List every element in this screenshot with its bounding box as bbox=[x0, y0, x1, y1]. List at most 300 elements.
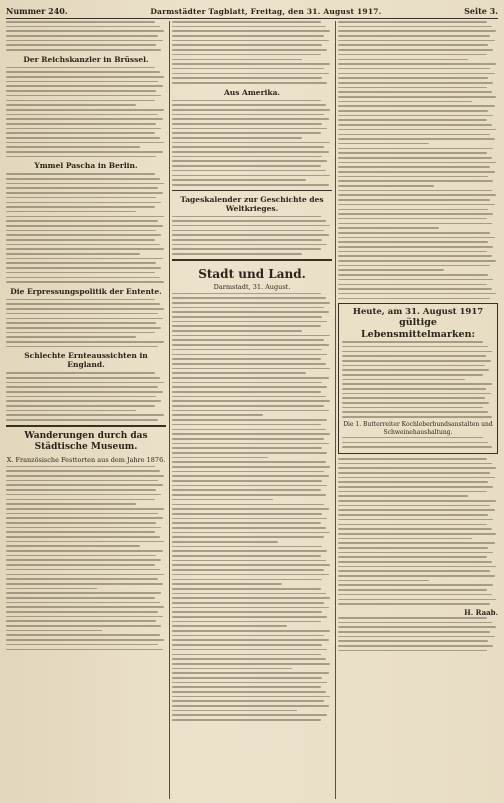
text-line bbox=[6, 396, 156, 398]
issue-number: Nummer 240. bbox=[6, 6, 68, 16]
text-line bbox=[6, 248, 164, 250]
text-line bbox=[172, 307, 324, 309]
text-line bbox=[342, 397, 485, 399]
text-line bbox=[172, 339, 324, 341]
text-line bbox=[172, 625, 287, 627]
text-line bbox=[172, 475, 329, 477]
text-line bbox=[338, 138, 495, 140]
text-line bbox=[338, 491, 487, 493]
text-line bbox=[6, 419, 158, 421]
text-line bbox=[338, 129, 496, 131]
text-line bbox=[338, 645, 493, 647]
text-line bbox=[172, 541, 278, 543]
text-line bbox=[338, 77, 488, 79]
text-line bbox=[6, 253, 140, 255]
text-line bbox=[6, 630, 102, 632]
text-line bbox=[338, 288, 492, 290]
text-line bbox=[6, 146, 140, 148]
text-line bbox=[172, 391, 321, 393]
text-line bbox=[6, 322, 156, 324]
text-line bbox=[172, 297, 326, 299]
text-line bbox=[338, 481, 488, 483]
text-line bbox=[6, 639, 164, 641]
text-line bbox=[6, 173, 155, 175]
text-line bbox=[6, 583, 163, 585]
text-line bbox=[172, 588, 321, 590]
text-line bbox=[6, 480, 158, 482]
text-line bbox=[6, 142, 164, 144]
text-line bbox=[338, 124, 492, 126]
column-rule-1 bbox=[169, 21, 170, 799]
text-line bbox=[342, 341, 483, 343]
text-line bbox=[338, 134, 490, 136]
text-line bbox=[172, 630, 330, 632]
text-line bbox=[6, 244, 160, 246]
text-line bbox=[342, 351, 492, 353]
text-line bbox=[6, 391, 163, 393]
text-line bbox=[338, 580, 429, 582]
text-line bbox=[342, 442, 488, 444]
text-line bbox=[338, 556, 487, 558]
text-line bbox=[338, 631, 490, 633]
headline-reichskanzler: Der Reichskanzler in Brüssel. bbox=[23, 54, 149, 64]
text-line bbox=[172, 532, 330, 534]
text-line bbox=[6, 206, 155, 208]
text-line bbox=[6, 377, 160, 379]
text-line bbox=[172, 400, 330, 402]
text-line bbox=[6, 132, 155, 134]
section-divider bbox=[6, 425, 166, 427]
text-line bbox=[172, 527, 326, 529]
text-line bbox=[338, 552, 493, 554]
text-line bbox=[172, 114, 324, 116]
text-line bbox=[172, 142, 330, 144]
text-line bbox=[172, 316, 322, 318]
text-line bbox=[6, 95, 161, 97]
text-line bbox=[172, 302, 330, 304]
headline-stadt-und-land: Stadt und Land. bbox=[198, 266, 306, 281]
text-line bbox=[338, 96, 496, 98]
text-line bbox=[172, 179, 306, 181]
text-line bbox=[172, 466, 330, 468]
text-line bbox=[338, 584, 493, 586]
text-line bbox=[6, 109, 164, 111]
text-line bbox=[172, 225, 330, 227]
text-line bbox=[342, 411, 488, 413]
text-line bbox=[6, 262, 156, 264]
text-line bbox=[172, 335, 330, 337]
text-line bbox=[338, 269, 444, 271]
text-line bbox=[172, 616, 327, 618]
text-line bbox=[338, 265, 490, 267]
text-line bbox=[338, 528, 492, 530]
text-line bbox=[6, 602, 160, 604]
text-line bbox=[172, 26, 326, 28]
text-line bbox=[6, 597, 155, 599]
text-line bbox=[6, 494, 161, 496]
text-line bbox=[342, 407, 483, 409]
text-line bbox=[172, 325, 321, 327]
text-line bbox=[6, 405, 155, 407]
text-line bbox=[338, 279, 493, 281]
text-line bbox=[172, 518, 327, 520]
column-3 bbox=[338, 21, 498, 799]
text-line bbox=[172, 21, 321, 23]
text-line bbox=[172, 700, 324, 702]
text-block bbox=[6, 299, 166, 347]
text-line bbox=[338, 255, 492, 257]
text-line bbox=[172, 248, 321, 250]
text-line bbox=[338, 467, 496, 469]
text-line bbox=[172, 35, 324, 37]
text-line bbox=[6, 230, 156, 232]
text-line bbox=[6, 564, 155, 566]
text-line bbox=[338, 105, 495, 107]
text-line bbox=[338, 21, 487, 23]
text-line bbox=[338, 166, 490, 168]
text-line bbox=[172, 344, 329, 346]
text-line bbox=[6, 327, 161, 329]
text-line bbox=[338, 194, 496, 196]
masthead bbox=[6, 4, 498, 19]
text-line bbox=[6, 574, 164, 576]
text-line bbox=[6, 346, 158, 348]
text-line bbox=[338, 603, 490, 605]
text-line bbox=[6, 531, 155, 533]
text-line bbox=[172, 536, 324, 538]
text-line bbox=[172, 118, 329, 120]
text-line bbox=[338, 162, 496, 164]
text-block bbox=[6, 372, 166, 420]
text-line bbox=[342, 360, 491, 362]
text-line bbox=[6, 606, 164, 608]
text-line bbox=[338, 538, 472, 540]
text-line bbox=[172, 54, 321, 56]
text-line bbox=[6, 225, 163, 227]
text-line bbox=[338, 486, 493, 488]
text-line bbox=[338, 463, 492, 465]
column-rule-2 bbox=[335, 21, 336, 799]
text-line bbox=[172, 49, 327, 51]
text-line bbox=[338, 241, 488, 243]
text-line bbox=[6, 267, 161, 269]
text-line bbox=[338, 594, 492, 596]
text-line bbox=[338, 237, 495, 239]
text-line bbox=[172, 485, 327, 487]
text-line bbox=[6, 114, 158, 116]
text-line bbox=[342, 365, 485, 367]
ration-box-footnote: Die 1. Butterreiter Kochleberbundsanstalten und Schweinehaushaltung. bbox=[343, 420, 493, 436]
text-line bbox=[6, 239, 155, 241]
headline-aus-amerika: Aus Amerika. bbox=[223, 87, 281, 97]
text-line bbox=[172, 330, 302, 332]
text-line bbox=[338, 650, 487, 652]
text-line bbox=[338, 227, 439, 229]
headline-wanderungen-museum: Wanderungen durch das Städtische Museum. bbox=[24, 430, 148, 452]
text-line bbox=[338, 40, 495, 42]
text-line bbox=[6, 308, 164, 310]
text-line bbox=[172, 146, 324, 148]
text-line bbox=[172, 593, 326, 595]
text-line bbox=[6, 281, 164, 283]
text-line bbox=[338, 82, 493, 84]
text-line bbox=[338, 566, 496, 568]
text-line bbox=[342, 355, 486, 357]
text-block bbox=[338, 458, 498, 605]
text-line bbox=[6, 137, 160, 139]
text-block bbox=[172, 21, 332, 84]
text-block bbox=[6, 67, 166, 158]
text-line bbox=[172, 443, 329, 445]
text-line bbox=[338, 110, 488, 112]
text-line bbox=[172, 607, 329, 609]
text-line bbox=[172, 293, 321, 295]
text-line bbox=[172, 546, 322, 548]
text-line bbox=[338, 185, 434, 187]
text-line bbox=[6, 372, 155, 374]
text-line bbox=[342, 402, 489, 404]
text-line bbox=[338, 561, 492, 563]
text-line bbox=[342, 379, 465, 381]
text-line bbox=[6, 400, 161, 402]
text-line bbox=[6, 26, 160, 28]
text-line bbox=[172, 677, 322, 679]
text-line bbox=[172, 44, 322, 46]
text-line bbox=[342, 346, 488, 348]
text-line bbox=[6, 336, 136, 338]
text-line bbox=[172, 358, 321, 360]
text-line bbox=[6, 85, 163, 87]
text-line bbox=[6, 21, 155, 23]
text-line bbox=[6, 192, 163, 194]
text-line bbox=[338, 232, 490, 234]
newspaper-title-date: Darmstädter Tagblatt, Freitag, den 31. August 1917. bbox=[150, 6, 382, 16]
text-line bbox=[172, 363, 326, 365]
text-line bbox=[6, 527, 161, 529]
text-line bbox=[6, 550, 163, 552]
text-line bbox=[342, 446, 492, 448]
text-line bbox=[172, 377, 329, 379]
text-line bbox=[172, 220, 326, 222]
text-line bbox=[338, 91, 492, 93]
text-line bbox=[172, 569, 324, 571]
text-block bbox=[172, 216, 332, 255]
ration-cards-box bbox=[338, 303, 498, 454]
text-line bbox=[338, 570, 490, 572]
text-line bbox=[338, 260, 496, 262]
text-line bbox=[172, 452, 327, 454]
text-line bbox=[172, 368, 330, 370]
text-line bbox=[6, 44, 156, 46]
text-line bbox=[6, 104, 136, 106]
text-line bbox=[338, 49, 493, 51]
text-line bbox=[338, 542, 495, 544]
text-line bbox=[338, 298, 490, 300]
text-line bbox=[172, 611, 322, 613]
text-line bbox=[6, 118, 163, 120]
text-line bbox=[6, 386, 158, 388]
text-line bbox=[6, 578, 158, 580]
article-signature: H. Raab. bbox=[464, 607, 498, 617]
text-line bbox=[338, 284, 487, 286]
text-line bbox=[338, 547, 488, 549]
text-line bbox=[172, 382, 322, 384]
text-line bbox=[172, 68, 324, 70]
text-line bbox=[172, 128, 327, 130]
text-line bbox=[342, 437, 483, 439]
text-line bbox=[6, 90, 156, 92]
text-line bbox=[172, 104, 326, 106]
text-line bbox=[6, 216, 164, 218]
text-line bbox=[172, 30, 330, 32]
text-line bbox=[342, 374, 483, 376]
text-line bbox=[172, 560, 326, 562]
text-line bbox=[338, 176, 488, 178]
text-line bbox=[6, 178, 160, 180]
text-line bbox=[6, 303, 160, 305]
text-line bbox=[172, 508, 329, 510]
text-line bbox=[172, 550, 327, 552]
text-line bbox=[338, 26, 492, 28]
text-block bbox=[172, 293, 332, 721]
text-line bbox=[172, 419, 327, 421]
text-line bbox=[172, 137, 302, 139]
text-line bbox=[338, 223, 492, 225]
text-line bbox=[6, 475, 164, 477]
text-line bbox=[338, 73, 495, 75]
text-line bbox=[172, 504, 324, 506]
text-line bbox=[342, 383, 492, 385]
page-number: Seite 3. bbox=[464, 6, 498, 16]
text-line bbox=[338, 500, 496, 502]
text-line bbox=[338, 87, 487, 89]
text-line bbox=[6, 71, 160, 73]
text-block bbox=[6, 21, 166, 51]
text-line bbox=[338, 152, 487, 154]
text-line bbox=[338, 143, 429, 145]
ration-box-date: Heute, am 31. August 1917 bbox=[352, 307, 484, 318]
text-line bbox=[6, 634, 160, 636]
text-line bbox=[338, 599, 496, 601]
text-line bbox=[338, 199, 490, 201]
text-line bbox=[6, 123, 156, 125]
headline-tageskalender: Tageskalender zur Geschichte des Weltkrieges. bbox=[180, 194, 324, 213]
text-line bbox=[342, 388, 486, 390]
text-line bbox=[338, 63, 496, 65]
text-line bbox=[172, 40, 329, 42]
text-line bbox=[342, 393, 491, 395]
text-line bbox=[338, 636, 495, 638]
text-line bbox=[338, 589, 487, 591]
text-line bbox=[172, 424, 321, 426]
text-line bbox=[338, 617, 487, 619]
text-line bbox=[6, 517, 163, 519]
text-line bbox=[6, 183, 164, 185]
text-line bbox=[338, 622, 492, 624]
text-line bbox=[338, 54, 487, 56]
text-line bbox=[172, 234, 329, 236]
text-line bbox=[6, 616, 163, 618]
text-line bbox=[172, 73, 329, 75]
text-line bbox=[338, 246, 493, 248]
text-line bbox=[338, 35, 490, 37]
text-line bbox=[338, 495, 468, 497]
text-line bbox=[172, 691, 326, 693]
text-line bbox=[172, 429, 326, 431]
text-line bbox=[6, 35, 158, 37]
text-line bbox=[338, 190, 492, 192]
text-block bbox=[338, 617, 498, 651]
text-line bbox=[172, 696, 330, 698]
text-line bbox=[172, 156, 322, 158]
text-line bbox=[172, 480, 322, 482]
section-divider bbox=[172, 190, 332, 191]
text-line bbox=[172, 471, 324, 473]
text-line bbox=[6, 332, 155, 334]
text-line bbox=[338, 274, 488, 276]
text-line bbox=[6, 313, 158, 315]
text-line bbox=[172, 621, 321, 623]
text-line bbox=[338, 119, 487, 121]
headline-ymmel-pascha: Ymmel Pascha in Berlin. bbox=[34, 161, 138, 171]
text-line bbox=[172, 522, 321, 524]
text-line bbox=[172, 230, 324, 232]
text-line bbox=[172, 244, 327, 246]
text-line bbox=[172, 635, 324, 637]
text-line bbox=[172, 447, 322, 449]
text-line bbox=[172, 82, 327, 84]
text-line bbox=[172, 410, 329, 412]
text-block bbox=[6, 466, 166, 650]
text-line bbox=[6, 49, 161, 51]
text-line bbox=[6, 625, 161, 627]
text-line bbox=[338, 213, 493, 215]
text-line bbox=[172, 513, 322, 515]
text-line bbox=[172, 433, 330, 435]
text-line bbox=[338, 68, 490, 70]
text-line bbox=[6, 30, 164, 32]
text-line bbox=[172, 714, 327, 716]
text-line bbox=[172, 499, 273, 501]
text-line bbox=[172, 132, 321, 134]
text-line bbox=[172, 349, 322, 351]
text-line bbox=[6, 220, 158, 222]
text-line bbox=[6, 202, 161, 204]
text-line bbox=[172, 77, 322, 79]
text-line bbox=[172, 239, 322, 241]
text-line bbox=[172, 602, 324, 604]
text-line bbox=[6, 187, 158, 189]
text-line bbox=[6, 611, 158, 613]
text-line bbox=[338, 477, 495, 479]
text-line bbox=[172, 597, 330, 599]
column-2 bbox=[172, 21, 332, 799]
text-line bbox=[172, 165, 321, 167]
headline-ernteaussichten: Schlechte Ernteaussichten in England. bbox=[24, 351, 148, 370]
text-line bbox=[6, 197, 156, 199]
text-line bbox=[172, 649, 327, 651]
text-line bbox=[172, 489, 321, 491]
column-1 bbox=[6, 21, 166, 799]
text-line bbox=[172, 555, 321, 557]
text-line bbox=[6, 410, 136, 412]
text-line bbox=[338, 251, 487, 253]
text-block bbox=[338, 21, 498, 299]
text-line bbox=[6, 40, 163, 42]
text-line bbox=[338, 519, 493, 521]
text-line bbox=[338, 148, 493, 150]
text-line bbox=[338, 293, 496, 295]
